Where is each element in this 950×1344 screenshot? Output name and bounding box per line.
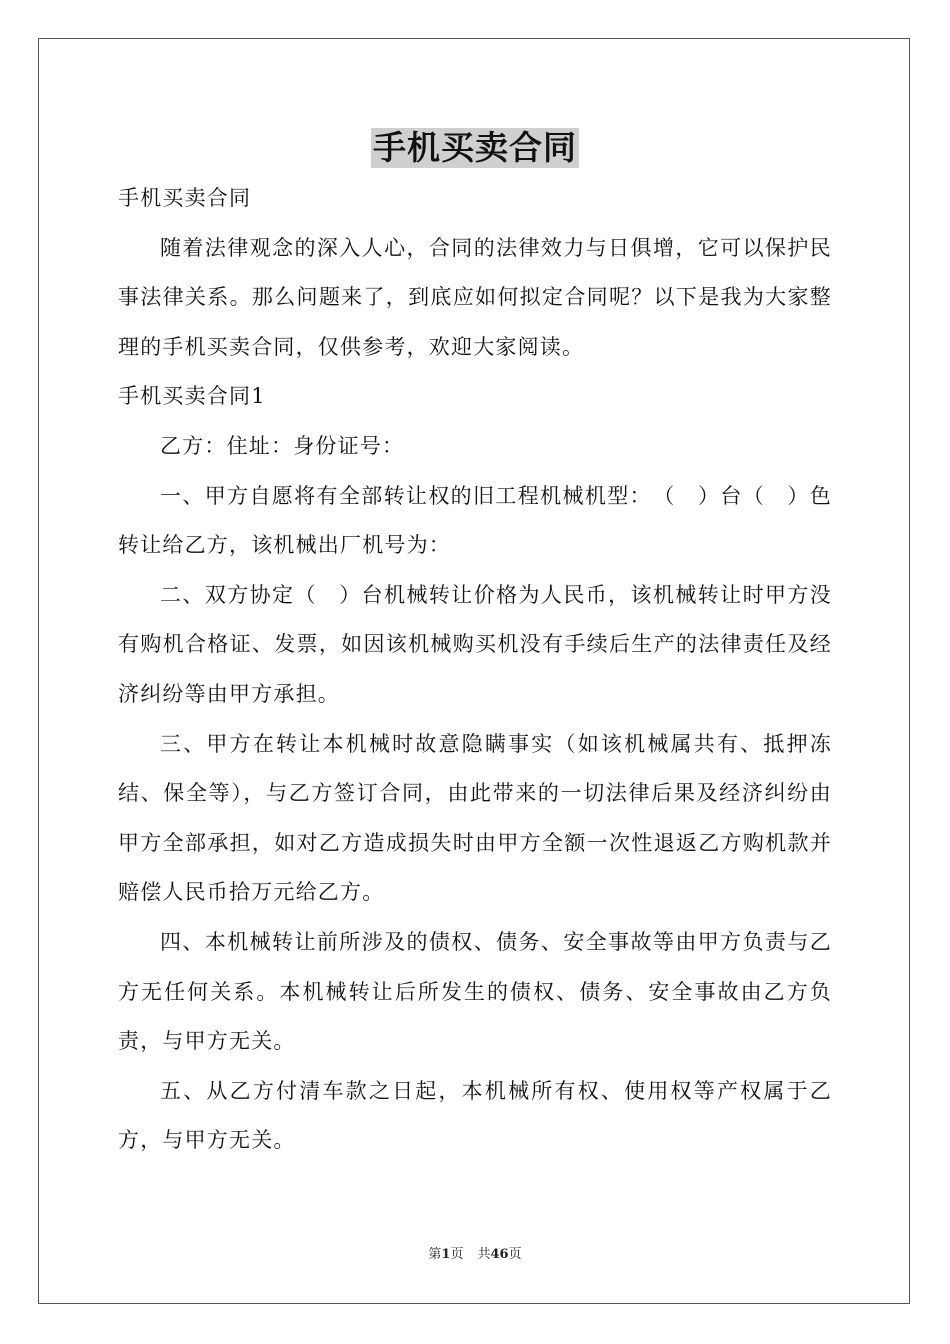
title-container [0, 128, 950, 168]
footer-total-suffix: 页 [508, 1247, 522, 1262]
document-body [118, 174, 832, 1166]
paragraph-clause-3: 三、甲方在转让本机械时故意隐瞒事实（如该机械属共有、抵押冻结、保全等），与乙方签订合同，由此带来的一切法律后果及经济纠纷由甲方全部承担，如对乙方造成损失时由甲方全额一次性退返乙方购机款并赔偿人民币拾万元给乙方。 [118, 731, 832, 905]
paragraph-section-heading: 手机买卖合同1 [118, 384, 266, 409]
paragraph-clause-5: 五、从乙方付清车款之日起，本机械所有权、使用权等产权属于乙方，与甲方无关。 [118, 1078, 832, 1153]
document-title: 手机买卖合同 [373, 128, 577, 167]
paragraph-party-b: 乙方：住址：身份证号： [160, 433, 405, 458]
footer-total-prefix: 共 [477, 1247, 491, 1262]
footer-page-suffix: 页 [450, 1247, 464, 1262]
footer-page-total: 46 [490, 1247, 509, 1262]
paragraph-subtitle: 手机买卖合同 [118, 186, 252, 210]
paragraph-intro: 随着法律观念的深入人心，合同的法律效力与日俱增，它可以保护民事法律关系。那么问题来了，到底应如何拟定合同呢？以下是我为大家整理的手机买卖合同，仅供参考，欢迎大家阅读。 [118, 235, 832, 359]
footer-page-prefix: 第 [428, 1247, 442, 1262]
page-footer [0, 1246, 950, 1264]
paragraph-clause-2: 二、双方协定（ ）台机械转让价格为人民币，该机械转让时甲方没有购机合格证、发票，如因该机械购买机没有手续后生产的法律责任及经济纠纷等由甲方承担。 [118, 582, 832, 706]
footer-page-current: 1 [441, 1247, 451, 1262]
paragraph-clause-4: 四、本机械转让前所涉及的债权、债务、安全事故等由甲方负责与乙方无任何关系。本机械转让后所发生的债权、债务、安全事故由乙方负责，与甲方无关。 [118, 929, 832, 1054]
paragraph-clause-1: 一、甲方自愿将有全部转让权的旧工程机械机型： （ ）台（ ）色转让给乙方，该机械出厂机号为： [118, 483, 832, 558]
